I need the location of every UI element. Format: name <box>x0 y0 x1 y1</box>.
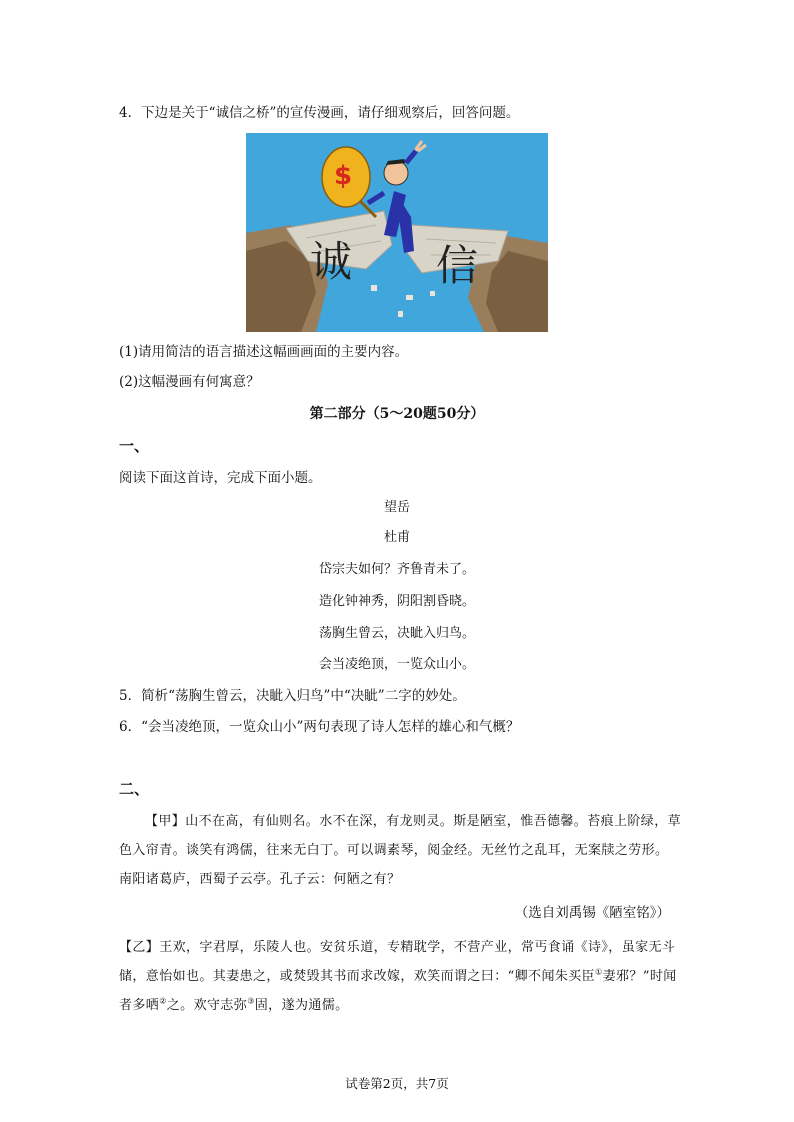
passage-yi <box>119 933 681 1020</box>
passage-jia-source: （选自刘禹锡《陋室铭》） <box>514 905 670 921</box>
passage-yi-text: 妻邪？”时闻者多哂 <box>119 969 677 1013</box>
passage-yi-text: 固，遂为通儒。 <box>254 998 349 1013</box>
footnote-marker: ③ <box>247 996 255 1006</box>
footnote-marker: ② <box>159 996 167 1006</box>
page-footer: 试卷第2页，共7页 <box>345 1076 449 1091</box>
bridge-sign-cheng: 诚 <box>310 237 353 286</box>
poem-line: 岱宗夫如何？齐鲁青未了。 <box>318 562 475 577</box>
cartoon-illustration-icon <box>246 133 548 332</box>
section-1-instruction: 阅读下面这首诗，完成下面小题。 <box>119 470 322 486</box>
integrity-bridge-cartoon <box>246 133 548 332</box>
footnote-marker: ① <box>595 967 603 977</box>
bridge-sign-xin: 信 <box>436 241 479 290</box>
poem-author: 杜甫 <box>383 530 410 545</box>
poem-line: 会当凌绝顶，一览众山小。 <box>318 657 475 672</box>
section-1-heading: 一、 <box>119 437 150 455</box>
passage-yi-text: 【乙】王欢，字君厚，乐陵人也。安贫乐道，专精耽学，不营产业，常丐食诵《诗》，虽家无斗储，意怡如也。其妻患之，或焚毁其书而求改嫁，欢笑而谓之曰：“卿不闻朱买臣 <box>119 940 676 984</box>
question-5: 5．简析“荡胸生曾云，决眦入归鸟”中“决眦”二字的妙处。 <box>119 688 466 704</box>
question-4-sub-1: (1)请用简洁的语言描述这幅画画面的主要内容。 <box>119 344 409 360</box>
question-4-sub-2: (2)这幅漫画有何寓意？ <box>119 374 260 390</box>
poem-line: 荡胸生曾云，决眦入归鸟。 <box>318 626 475 641</box>
passage-jia: 【甲】山不在高，有仙则名。水不在深，有龙则灵。斯是陋室，惟吾德馨。苔痕上阶绿，草色入帘青。谈笑有鸿儒，往来无白丁。可以调素琴，阅金经。无丝竹之乱耳，无案牍之劳形。南阳诸葛庐，西蜀子云亭。孔子云：何陋之有？ <box>119 814 682 887</box>
poem-line: 造化钟神秀，阴阳割昏晓。 <box>318 594 475 609</box>
question-6: 6．“会当凌绝顶，一览众山小”两句表现了诗人怎样的雄心和气概？ <box>119 719 520 735</box>
passage-yi-text: 之。欢守志弥 <box>166 998 248 1013</box>
section-2-heading: 二、 <box>119 780 150 798</box>
part-2-title: 第二部分（5～20题50分） <box>309 406 485 422</box>
question-4-intro: 4．下边是关于“诚信之桥”的宣传漫画，请仔细观察后，回答问题。 <box>119 105 520 121</box>
poem-title: 望岳 <box>383 500 410 515</box>
dollar-sign-label: $ <box>334 161 353 191</box>
